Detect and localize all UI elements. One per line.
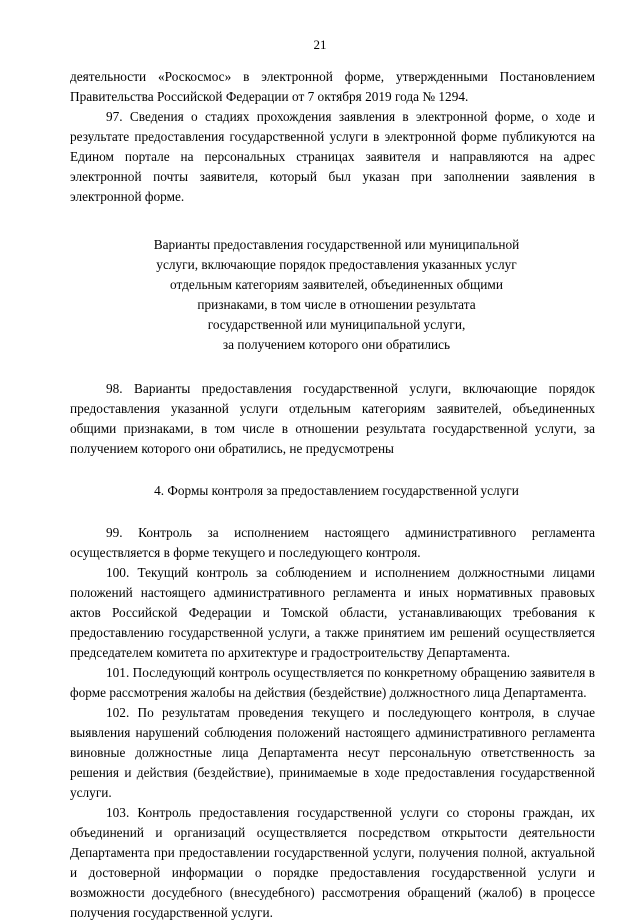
paragraph-continuation: деятельности «Роскосмос» в электронной форме, утвержденными Постановлением Правительства Российской Федерации от 7 октября 2019 года № 1294. — [70, 69, 595, 104]
paragraph-100: 100. Текущий контроль за соблюдением и исполнением должностными лицами положений настоящего административного регламента и иных нормативных правовых актов Российской Федерации и Томской области, устанавливающих требования к предоставлению государственной услуги, а также принятием им решений осуществляется председателем комитета по архитектуре и градостроительству Департамента. — [70, 565, 595, 660]
heading-line: государственной или муниципальной услуги, — [207, 317, 466, 332]
document-body — [70, 67, 595, 923]
paragraph-101: 101. Последующий контроль осуществляется по конкретному обращению заявителя в форме рассмотрения жалобы на действия (бездействие) должностного лица Департамента. — [70, 665, 595, 700]
paragraph-99: 99. Контроль за исполнением настоящего административного регламента осуществляется в форме текущего и последующего контроля. — [70, 525, 595, 560]
page-number: 21 — [313, 37, 327, 52]
paragraph-103: 103. Контроль предоставления государственной услуги со стороны граждан, их объединений и организаций осуществляется посредством открытости деятельности Департамента при предоставлении государственной услуги, получения полной, актуальной и достоверной информации о порядке предоставления государственной услуги и возможности досудебного (внесудебного) рассмотрения обращений (жалоб) в процессе получения государственной услуги. — [70, 805, 595, 920]
heading-line: услуги, включающие порядок предоставления указанных услуг — [156, 257, 517, 272]
heading-line: за получением которого они обратились — [222, 337, 451, 352]
heading-line: отдельным категориям заявителей, объединенных общими — [170, 277, 503, 292]
paragraph-97: 97. Сведения о стадиях прохождения заявления в электронной форме, о ходе и результате предоставления государственной услуги в электронной форме публикуются на Едином портале на персональных страницах заявителя и направляются на адрес электронной почты заявителя, который был указан при заполнении заявления в электронной форме. — [70, 109, 595, 204]
subsection-heading — [70, 235, 595, 355]
paragraph-102: 102. По результатам проведения текущего и последующего контроля, в случае выявления нарушений соблюдения положений настоящего административного регламента виновные должностные лица Департамента несут персональную ответственность за решения и действия (бездействие), принимаемые в ходе предоставления государственной услуги. — [70, 705, 595, 800]
paragraph-98: 98. Варианты предоставления государственной услуги, включающие порядок предоставления указанной услуги отдельным категориям заявителей, объединенных общими признаками, в том числе в отношении результата государственной услуги, за получением которого они обратились, не предусмотрены — [70, 381, 595, 456]
heading-line: признаками, в том числе в отношении результата — [197, 297, 476, 312]
section-heading: 4. Формы контроля за предоставлением государственной услуги — [154, 483, 519, 498]
heading-line: Варианты предоставления государственной или муниципальной — [153, 237, 520, 252]
